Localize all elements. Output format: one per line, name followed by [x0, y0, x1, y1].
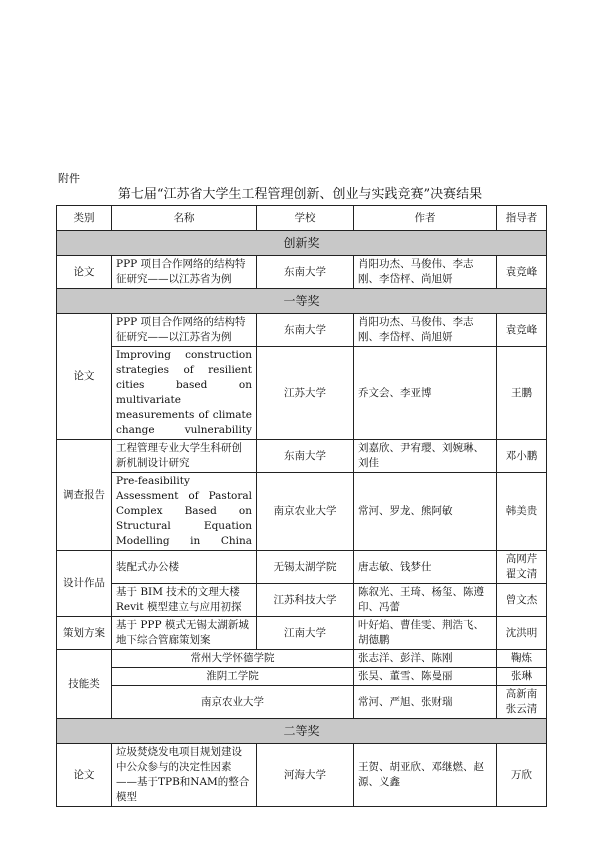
entry-school: 河海大学 — [257, 744, 354, 807]
section-innovation — [57, 231, 547, 256]
entry-authors: 唐志敏、钱梦仕 — [354, 551, 497, 584]
section-second — [57, 719, 547, 744]
entry-advisor: 王鹏 — [497, 347, 547, 440]
entry-advisor: 袁竞峰 — [497, 256, 547, 289]
table-row — [57, 440, 547, 473]
entry-authors: 陈叙光、王琦、杨玺、陈遵印、冯蕾 — [354, 584, 497, 617]
entry-school: 东南大学 — [257, 440, 354, 473]
entry-school: 南京农业大学 — [257, 473, 354, 551]
section-first — [57, 289, 547, 314]
entry-school: 无锡太湖学院 — [257, 551, 354, 584]
table-row — [57, 617, 547, 650]
table-row — [57, 686, 547, 719]
entry-authors: 常河、罗龙、熊阿敏 — [354, 473, 497, 551]
table-row — [57, 256, 547, 289]
entry-school: 常州大学怀德学院 — [112, 650, 354, 668]
entry-school: 江南大学 — [257, 617, 354, 650]
entry-advisor: 鞠炼 — [497, 650, 547, 668]
table-row — [57, 668, 547, 686]
entry-school: 江苏大学 — [257, 347, 354, 440]
entry-advisor: 张琳 — [497, 668, 547, 686]
entry-authors: 王贺、胡亚欣、邓继燃、赵源、义鑫 — [354, 744, 497, 807]
entry-school: 淮阴工学院 — [112, 668, 354, 686]
entry-name: 装配式办公楼 — [112, 551, 257, 584]
entry-authors: 肖阳功杰、马俊伟、李志刚、李岱枰、尚旭妍 — [354, 314, 497, 347]
table-row — [57, 347, 547, 440]
entry-name: PPP 项目合作网络的结构特征研究——以江苏省为例 — [112, 256, 257, 289]
entry-authors: 常河、严旭、张财瑞 — [354, 686, 497, 719]
table-row — [57, 744, 547, 807]
header-name: 名称 — [112, 206, 257, 231]
entry-advisor: 万欣 — [497, 744, 547, 807]
category-cell: 论文 — [57, 314, 112, 440]
category-cell: 论文 — [57, 744, 112, 807]
header-advisor: 指导者 — [497, 206, 547, 231]
entry-advisor: 韩美贵 — [497, 473, 547, 551]
table-row — [57, 650, 547, 668]
entry-authors: 乔文会、李亚博 — [354, 347, 497, 440]
entry-name: Pre-feasibility Assessment of Pastoral Complex Based on Structural Equation Modelling in China — [112, 473, 257, 551]
section-title: 二等奖 — [57, 719, 547, 744]
entry-name: 基于 BIM 技术的文理大楼 Revit 模型建立与应用初探 — [112, 584, 257, 617]
entry-advisor: 沈洪明 — [497, 617, 547, 650]
entry-authors: 张志洋、彭洋、陈刚 — [354, 650, 497, 668]
header-school: 学校 — [257, 206, 354, 231]
entry-authors: 刘嘉欣、尹宥璎、刘婉琳、刘佳 — [354, 440, 497, 473]
table-row — [57, 473, 547, 551]
entry-name: PPP 项目合作网络的结构特征研究——以江苏省为例 — [112, 314, 257, 347]
entry-school: 东南大学 — [257, 314, 354, 347]
category-cell: 调查报告 — [57, 440, 112, 551]
entry-advisor: 高网芹 翟文清 — [497, 551, 547, 584]
category-cell: 策划方案 — [57, 617, 112, 650]
header-category: 类别 — [57, 206, 112, 231]
entry-advisor: 曾文杰 — [497, 584, 547, 617]
entry-name: Improving construction strategies of resilient cities based on multivariate measurements of climate change vulnerability — [112, 347, 257, 440]
category-cell: 设计作品 — [57, 551, 112, 617]
entry-authors: 肖阳功杰、马俊伟、李志刚、李岱枰、尚旭妍 — [354, 256, 497, 289]
entry-advisor: 高新南 张云清 — [497, 686, 547, 719]
entry-school: 南京农业大学 — [112, 686, 354, 719]
entry-advisor: 袁竞峰 — [497, 314, 547, 347]
header-row — [57, 206, 547, 231]
entry-name: 基于 PPP 模式无锡太湖新城地下综合管廊策划案 — [112, 617, 257, 650]
table-row — [57, 584, 547, 617]
section-title: 一等奖 — [57, 289, 547, 314]
document-title: 第七届“江苏省大学生工程管理创新、创业与实践竞赛”决赛结果 — [117, 187, 483, 202]
category-cell: 论文 — [57, 256, 112, 289]
entry-authors: 张昊、董雪、陈曼丽 — [354, 668, 497, 686]
entry-school: 江苏科技大学 — [257, 584, 354, 617]
entry-advisor: 邓小鹏 — [497, 440, 547, 473]
entry-school: 东南大学 — [257, 256, 354, 289]
table-row — [57, 314, 547, 347]
attachment-label: 附件 — [58, 172, 80, 185]
header-authors: 作者 — [354, 206, 497, 231]
table-row — [57, 551, 547, 584]
entry-name: 工程管理专业大学生科研创新机制设计研究 — [112, 440, 257, 473]
section-title: 创新奖 — [57, 231, 547, 256]
entry-authors: 叶好焰、曹佳雯、荆浩飞、胡德鹏 — [354, 617, 497, 650]
category-cell: 技能类 — [57, 650, 112, 719]
results-table — [56, 205, 547, 807]
entry-name: 垃圾焚烧发电项目规划建设中公众参与的决定性因素——基于TPB和NAM的整合模型 — [112, 744, 257, 807]
